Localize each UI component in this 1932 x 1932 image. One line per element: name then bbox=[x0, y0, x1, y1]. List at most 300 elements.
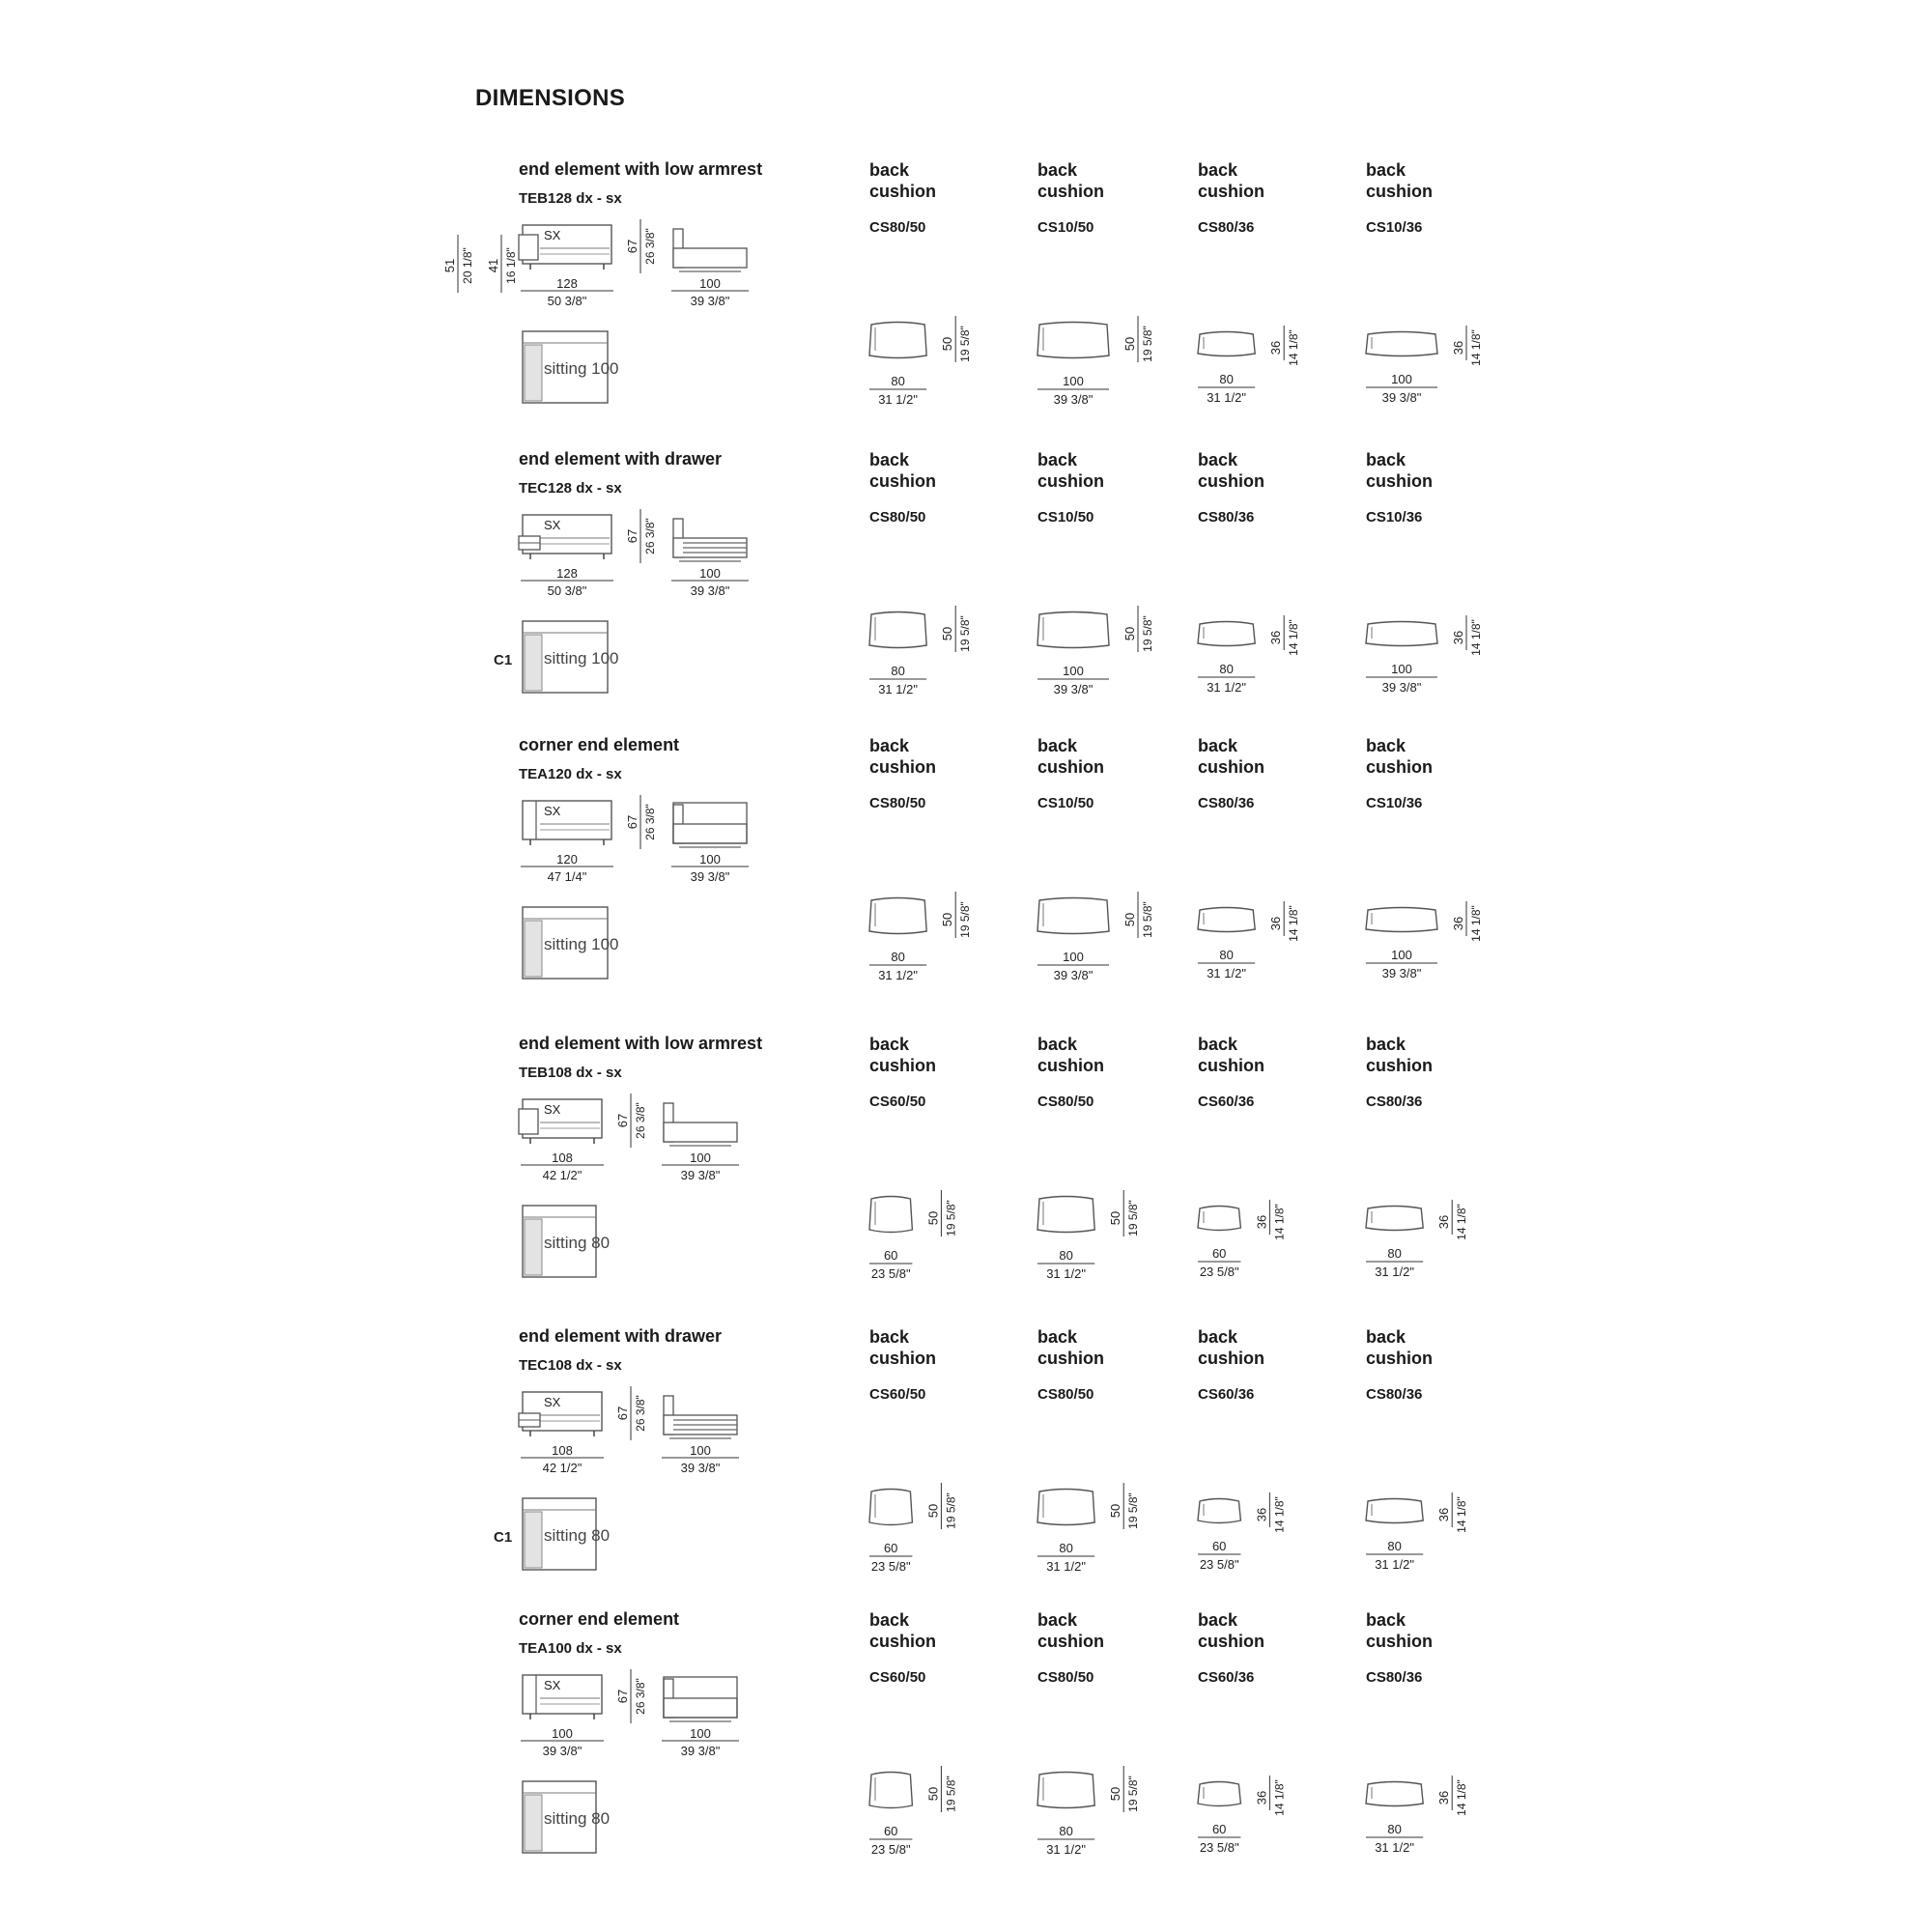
cushion-drawing bbox=[1366, 1492, 1468, 1572]
cushion-code: CS80/36 bbox=[1366, 1386, 1423, 1403]
cushion-label-line-2: cushion bbox=[869, 471, 937, 491]
cushion-code: CS10/36 bbox=[1366, 219, 1423, 236]
cushion-width-cm: 80 bbox=[1219, 372, 1234, 386]
plan-view bbox=[494, 1498, 610, 1570]
cushion-label-line-1: back bbox=[1037, 1327, 1078, 1347]
cushion-width-in: 31 1/2" bbox=[1375, 1264, 1414, 1279]
cushion-label-line-1: back bbox=[1366, 160, 1406, 180]
cushion-label-line-2: cushion bbox=[1198, 1349, 1265, 1368]
width-in: 42 1/2" bbox=[542, 1461, 582, 1475]
sitting-label: sitting 100 bbox=[544, 359, 619, 378]
cushion-width-cm: 60 bbox=[883, 1541, 898, 1555]
cushion-label-line-1: back bbox=[1198, 450, 1238, 469]
cushion-label-line-2: cushion bbox=[1366, 1056, 1434, 1075]
cushion-drawing bbox=[869, 316, 972, 407]
cushion-height-cm: 36 bbox=[1254, 1790, 1269, 1805]
height-cm: 67 bbox=[615, 1689, 630, 1704]
cushion-height-in: 14 1/8" bbox=[1469, 619, 1483, 656]
cushion-height-cm: 50 bbox=[1122, 626, 1137, 641]
depth-in: 39 3/8" bbox=[690, 294, 730, 308]
cushion-height-cm: 50 bbox=[940, 912, 955, 927]
cushion-height-cm: 50 bbox=[1122, 336, 1137, 352]
front-view bbox=[521, 1675, 604, 1758]
cushion-height-in: 14 1/8" bbox=[1469, 905, 1483, 942]
cushion-width-in: 39 3/8" bbox=[1381, 680, 1422, 695]
cushion-width-cm: 100 bbox=[1063, 664, 1084, 678]
width-cm: 100 bbox=[552, 1726, 573, 1741]
cushion-label bbox=[1198, 1609, 1264, 1652]
cushion-height-in: 14 1/8" bbox=[1469, 329, 1483, 366]
cushion-label bbox=[1037, 449, 1104, 492]
cushion-drawing bbox=[1198, 326, 1300, 405]
cushion-label bbox=[869, 159, 936, 202]
cushion-width-in: 31 1/2" bbox=[1046, 1266, 1086, 1281]
cushion-height-in: 19 5/8" bbox=[958, 615, 973, 652]
cushion-label-line-1: back bbox=[1198, 1327, 1238, 1347]
cushion-height-in: 19 5/8" bbox=[1126, 1776, 1141, 1812]
width-cm: 128 bbox=[556, 276, 578, 291]
cushion-width-in: 23 5/8" bbox=[1199, 1840, 1239, 1855]
cushion-width-in: 39 3/8" bbox=[1381, 390, 1422, 405]
element-section bbox=[0, 1326, 1932, 1616]
cushion-width-in: 31 1/2" bbox=[878, 392, 918, 407]
width-cm: 108 bbox=[552, 1151, 573, 1165]
cushion-height-cm: 50 bbox=[925, 1503, 941, 1519]
sitting-label: sitting 100 bbox=[544, 935, 619, 953]
width-cm: 120 bbox=[556, 852, 578, 867]
cushion-drawing bbox=[869, 1190, 957, 1281]
cushion-width-cm: 80 bbox=[1059, 1248, 1073, 1263]
element-name: corner end element bbox=[519, 1609, 680, 1629]
cushion-height-in: 19 5/8" bbox=[944, 1200, 958, 1236]
height-cm: 67 bbox=[615, 1113, 630, 1128]
cushion-label-line-1: back bbox=[1037, 160, 1078, 180]
height-in: 26 3/8" bbox=[634, 1102, 647, 1139]
cushion-label bbox=[869, 1609, 936, 1652]
cushion-width-cm: 80 bbox=[1219, 662, 1234, 676]
cushion-width-in: 23 5/8" bbox=[870, 1842, 911, 1857]
height-dim-67 bbox=[615, 1669, 647, 1723]
element-name: end element with drawer bbox=[519, 449, 723, 469]
cushion-label bbox=[1366, 159, 1433, 202]
depth-in: 39 3/8" bbox=[680, 1461, 721, 1475]
cushion-label bbox=[1198, 1326, 1264, 1369]
depth-in: 39 3/8" bbox=[690, 869, 730, 884]
cushion-code: CS10/50 bbox=[1037, 509, 1094, 526]
cushion-height-in: 19 5/8" bbox=[958, 326, 973, 362]
depth-cm: 100 bbox=[699, 566, 721, 581]
cushion-label-line-2: cushion bbox=[1198, 471, 1265, 491]
side-label: SX bbox=[544, 1395, 561, 1409]
cushion-drawing bbox=[1037, 1483, 1140, 1574]
cushion-label-line-2: cushion bbox=[1198, 182, 1265, 201]
plan-view bbox=[494, 621, 619, 693]
cushion-height-cm: 50 bbox=[1122, 912, 1137, 927]
plan-view bbox=[523, 907, 619, 979]
height-cm: 67 bbox=[625, 528, 639, 544]
cushion-label-line-2: cushion bbox=[1198, 1632, 1265, 1651]
cushion-width-cm: 80 bbox=[1387, 1822, 1402, 1836]
cushion-width-cm: 80 bbox=[1387, 1539, 1402, 1553]
front-view bbox=[519, 1099, 604, 1182]
cushion-code: CS60/50 bbox=[869, 1669, 926, 1686]
side-view bbox=[671, 519, 749, 598]
cushion-height-cm: 50 bbox=[1108, 1210, 1123, 1226]
cushion-width-in: 23 5/8" bbox=[870, 1559, 911, 1574]
height-cm: 41 bbox=[486, 258, 500, 273]
plan-view bbox=[523, 1206, 610, 1277]
cushion-code: CS10/50 bbox=[1037, 219, 1094, 236]
cushion-width-cm: 80 bbox=[891, 950, 905, 964]
width-cm: 108 bbox=[552, 1443, 573, 1458]
cushion-label-line-1: back bbox=[1366, 1035, 1406, 1054]
cushion-label-line-1: back bbox=[1366, 450, 1406, 469]
cushion-drawing bbox=[1198, 615, 1300, 695]
cushion-width-cm: 80 bbox=[1059, 1824, 1073, 1838]
cushion-drawing bbox=[1366, 901, 1483, 980]
cushion-label-line-2: cushion bbox=[1198, 757, 1265, 777]
element-section bbox=[0, 1609, 1932, 1899]
cushion-height-in: 19 5/8" bbox=[1126, 1200, 1141, 1236]
drawer-c1-label: C1 bbox=[494, 652, 513, 668]
cushion-drawing bbox=[1037, 606, 1154, 696]
cushion-label bbox=[1037, 159, 1104, 202]
cushion-drawing bbox=[1037, 892, 1154, 982]
cushion-drawing bbox=[869, 1766, 957, 1857]
cushion-label bbox=[869, 1034, 936, 1076]
side-label: SX bbox=[544, 1678, 561, 1692]
depth-in: 39 3/8" bbox=[680, 1168, 721, 1182]
cushion-width-cm: 80 bbox=[891, 374, 905, 388]
cushion-drawing bbox=[1366, 1776, 1468, 1855]
drawer-c1-label: C1 bbox=[494, 1529, 513, 1546]
cushion-label-line-1: back bbox=[869, 450, 910, 469]
height-in: 26 3/8" bbox=[643, 804, 657, 840]
width-in: 39 3/8" bbox=[542, 1744, 582, 1758]
cushion-label-line-2: cushion bbox=[869, 182, 937, 201]
element-drawings bbox=[0, 735, 1932, 1025]
front-view bbox=[521, 801, 613, 884]
height-in: 16 1/8" bbox=[504, 247, 518, 284]
cushion-label bbox=[1198, 735, 1264, 778]
cushion-code: CS80/50 bbox=[1037, 1386, 1094, 1403]
cushion-height-in: 14 1/8" bbox=[1455, 1204, 1469, 1240]
cushion-drawing bbox=[1037, 316, 1154, 407]
cushion-label-line-2: cushion bbox=[1037, 182, 1105, 201]
cushion-width-cm: 100 bbox=[1391, 948, 1412, 962]
plan-view bbox=[523, 1781, 610, 1853]
cushion-width-cm: 80 bbox=[1387, 1246, 1402, 1261]
cushion-label-line-1: back bbox=[1198, 736, 1238, 755]
cushion-label-line-1: back bbox=[869, 736, 910, 755]
cushion-label-line-1: back bbox=[869, 1035, 910, 1054]
height-dim-67 bbox=[615, 1094, 647, 1148]
height-dims bbox=[442, 235, 518, 293]
cushion-width-cm: 100 bbox=[1063, 374, 1084, 388]
height-cm: 67 bbox=[625, 814, 639, 830]
cushion-label bbox=[1198, 159, 1264, 202]
cushion-label bbox=[869, 1326, 936, 1369]
cushion-height-in: 14 1/8" bbox=[1272, 1779, 1287, 1816]
cushion-label-line-1: back bbox=[1037, 736, 1078, 755]
cushion-code: CS80/50 bbox=[1037, 1669, 1094, 1686]
element-section bbox=[0, 159, 1932, 449]
cushion-drawing bbox=[1198, 1200, 1286, 1279]
cushion-drawing bbox=[1366, 326, 1483, 405]
height-in: 26 3/8" bbox=[643, 228, 657, 265]
front-view bbox=[519, 515, 613, 598]
cushion-drawing bbox=[869, 892, 972, 982]
cushion-width-in: 31 1/2" bbox=[1046, 1842, 1086, 1857]
cushion-height-in: 19 5/8" bbox=[958, 901, 973, 938]
cushion-width-in: 23 5/8" bbox=[870, 1266, 911, 1281]
cushion-label bbox=[1037, 1326, 1104, 1369]
height-dim-67 bbox=[625, 509, 657, 563]
cushion-label-line-1: back bbox=[1037, 1610, 1078, 1630]
cushion-label-line-2: cushion bbox=[1366, 182, 1434, 201]
side-view bbox=[671, 803, 749, 884]
cushion-width-cm: 80 bbox=[891, 664, 905, 678]
cushion-label-line-2: cushion bbox=[1366, 757, 1434, 777]
cushion-label-line-2: cushion bbox=[1366, 471, 1434, 491]
cushion-drawing bbox=[1366, 615, 1483, 695]
cushion-label bbox=[1198, 1034, 1264, 1076]
cushion-label-line-2: cushion bbox=[1037, 757, 1105, 777]
element-drawings bbox=[0, 159, 1932, 449]
cushion-width-cm: 60 bbox=[883, 1248, 898, 1263]
cushion-width-in: 31 1/2" bbox=[1207, 966, 1246, 980]
cushion-height-cm: 36 bbox=[1436, 1507, 1452, 1522]
cushion-height-cm: 36 bbox=[1254, 1507, 1269, 1522]
cushion-width-cm: 100 bbox=[1391, 662, 1412, 676]
cushion-drawing bbox=[1366, 1200, 1468, 1279]
cushion-label bbox=[1198, 449, 1264, 492]
side-view bbox=[662, 1396, 739, 1475]
cushion-height-cm: 36 bbox=[1436, 1214, 1452, 1230]
cushion-height-cm: 36 bbox=[1436, 1790, 1452, 1805]
cushion-label bbox=[1366, 735, 1433, 778]
cushion-width-in: 39 3/8" bbox=[1053, 968, 1094, 982]
depth-cm: 100 bbox=[690, 1151, 711, 1165]
cushion-label-line-2: cushion bbox=[1037, 471, 1105, 491]
cushion-code: CS60/36 bbox=[1198, 1669, 1255, 1686]
cushion-code: CS10/36 bbox=[1366, 509, 1423, 526]
cushion-width-cm: 100 bbox=[1063, 950, 1084, 964]
height-in: 26 3/8" bbox=[643, 518, 657, 554]
height-cm: 51 bbox=[442, 258, 457, 273]
depth-cm: 100 bbox=[690, 1726, 711, 1741]
side-label: SX bbox=[544, 1102, 561, 1117]
cushion-width-in: 31 1/2" bbox=[1046, 1559, 1086, 1574]
cushion-code: CS80/36 bbox=[1198, 795, 1255, 811]
height-cm: 67 bbox=[615, 1406, 630, 1421]
sitting-label: sitting 80 bbox=[544, 1809, 611, 1828]
cushion-width-cm: 60 bbox=[1211, 1246, 1227, 1261]
element-code: TEB128 dx - sx bbox=[519, 190, 622, 207]
width-in: 50 3/8" bbox=[547, 294, 587, 308]
cushion-width-in: 31 1/2" bbox=[878, 682, 918, 696]
height-cm: 67 bbox=[625, 239, 639, 254]
element-section bbox=[0, 735, 1932, 1025]
cushion-label-line-1: back bbox=[1037, 1035, 1078, 1054]
cushion-height-in: 19 5/8" bbox=[1141, 326, 1154, 362]
element-section bbox=[0, 449, 1932, 739]
cushion-code: CS60/50 bbox=[869, 1386, 926, 1403]
element-section bbox=[0, 1034, 1932, 1323]
height-in: 26 3/8" bbox=[634, 1395, 647, 1432]
side-view bbox=[662, 1677, 739, 1758]
cushion-height-cm: 50 bbox=[940, 626, 955, 641]
front-view bbox=[519, 225, 613, 308]
element-drawings bbox=[0, 1609, 1932, 1899]
cushion-code: CS10/50 bbox=[1037, 795, 1094, 811]
cushion-width-in: 31 1/2" bbox=[1207, 680, 1246, 695]
cushion-label-line-1: back bbox=[869, 160, 910, 180]
cushion-label bbox=[1366, 1034, 1433, 1076]
cushion-width-in: 39 3/8" bbox=[1053, 392, 1094, 407]
width-in: 42 1/2" bbox=[542, 1168, 582, 1182]
cushion-height-cm: 50 bbox=[1108, 1503, 1123, 1519]
depth-in: 39 3/8" bbox=[680, 1744, 721, 1758]
cushion-drawing bbox=[1198, 901, 1300, 980]
cushion-label bbox=[1037, 735, 1104, 778]
cushion-label-line-2: cushion bbox=[1366, 1349, 1434, 1368]
cushion-code: CS80/36 bbox=[1366, 1669, 1423, 1686]
cushion-height-cm: 36 bbox=[1451, 916, 1465, 931]
cushion-width-in: 23 5/8" bbox=[1199, 1264, 1239, 1279]
cushion-code: CS80/36 bbox=[1366, 1094, 1423, 1110]
cushion-width-in: 23 5/8" bbox=[1199, 1557, 1239, 1572]
cushion-height-in: 19 5/8" bbox=[944, 1492, 958, 1529]
cushion-width-in: 39 3/8" bbox=[1053, 682, 1094, 696]
cushion-label-line-1: back bbox=[1198, 160, 1238, 180]
width-in: 47 1/4" bbox=[547, 869, 587, 884]
cushion-label-line-2: cushion bbox=[1198, 1056, 1265, 1075]
side-label: SX bbox=[544, 804, 561, 818]
cushion-height-cm: 36 bbox=[1268, 916, 1284, 931]
cushion-label-line-2: cushion bbox=[869, 1632, 937, 1651]
cushion-width-in: 39 3/8" bbox=[1381, 966, 1422, 980]
cushion-label-line-2: cushion bbox=[869, 1349, 937, 1368]
cushion-height-in: 14 1/8" bbox=[1287, 619, 1301, 656]
cushion-width-in: 31 1/2" bbox=[1375, 1840, 1414, 1855]
cushion-height-cm: 36 bbox=[1254, 1214, 1269, 1230]
cushion-label-line-1: back bbox=[869, 1327, 910, 1347]
cushion-label-line-1: back bbox=[1366, 1610, 1406, 1630]
element-code: TEC108 dx - sx bbox=[519, 1357, 622, 1374]
element-drawings bbox=[0, 449, 1932, 739]
cushion-height-in: 14 1/8" bbox=[1287, 905, 1301, 942]
cushion-code: CS60/36 bbox=[1198, 1094, 1255, 1110]
cushion-label bbox=[1366, 1609, 1433, 1652]
side-view bbox=[662, 1103, 739, 1182]
cushion-label-line-1: back bbox=[1366, 736, 1406, 755]
height-dim-67 bbox=[625, 795, 657, 849]
cushion-label-line-2: cushion bbox=[869, 757, 937, 777]
cushion-width-cm: 60 bbox=[883, 1824, 898, 1838]
cushion-width-cm: 100 bbox=[1391, 372, 1412, 386]
element-drawings bbox=[0, 1034, 1932, 1323]
cushion-drawing bbox=[1037, 1766, 1140, 1857]
side-view bbox=[671, 229, 749, 308]
cushion-width-cm: 80 bbox=[1219, 948, 1234, 962]
cushion-height-cm: 50 bbox=[925, 1786, 941, 1802]
cushion-height-in: 14 1/8" bbox=[1272, 1204, 1287, 1240]
cushion-code: CS80/50 bbox=[869, 219, 926, 236]
cushion-label bbox=[869, 735, 936, 778]
cushion-width-in: 31 1/2" bbox=[1375, 1557, 1414, 1572]
cushion-code: CS60/50 bbox=[869, 1094, 926, 1110]
cushion-height-cm: 36 bbox=[1268, 630, 1284, 645]
cushion-height-in: 14 1/8" bbox=[1455, 1496, 1469, 1533]
cushion-height-in: 14 1/8" bbox=[1455, 1779, 1469, 1816]
element-code: TEA120 dx - sx bbox=[519, 766, 622, 782]
cushion-width-in: 31 1/2" bbox=[878, 968, 918, 982]
cushion-label-line-1: back bbox=[1037, 450, 1078, 469]
element-name: end element with low armrest bbox=[519, 1034, 763, 1053]
cushion-height-in: 14 1/8" bbox=[1272, 1496, 1287, 1533]
cushion-label-line-1: back bbox=[869, 1610, 910, 1630]
page-title: DIMENSIONS bbox=[475, 85, 626, 111]
cushion-width-cm: 60 bbox=[1211, 1822, 1227, 1836]
cushion-drawing bbox=[1037, 1190, 1140, 1281]
cushion-label-line-1: back bbox=[1198, 1035, 1238, 1054]
height-dim-67 bbox=[615, 1386, 647, 1440]
cushion-width-cm: 60 bbox=[1211, 1539, 1227, 1553]
element-name: corner end element bbox=[519, 735, 680, 754]
cushion-label-line-1: back bbox=[1198, 1610, 1238, 1630]
sitting-label: sitting 100 bbox=[544, 649, 619, 668]
cushion-label-line-2: cushion bbox=[1037, 1349, 1105, 1368]
cushion-label bbox=[1037, 1609, 1104, 1652]
cushion-label-line-2: cushion bbox=[1366, 1632, 1434, 1651]
cushion-label bbox=[1366, 449, 1433, 492]
cushion-height-cm: 50 bbox=[925, 1210, 941, 1226]
cushion-label-line-2: cushion bbox=[1037, 1056, 1105, 1075]
cushion-height-in: 19 5/8" bbox=[944, 1776, 958, 1812]
width-cm: 128 bbox=[556, 566, 578, 581]
cushion-width-in: 31 1/2" bbox=[1207, 390, 1246, 405]
depth-cm: 100 bbox=[690, 1443, 711, 1458]
element-code: TEB108 dx - sx bbox=[519, 1065, 622, 1081]
cushion-label bbox=[869, 449, 936, 492]
cushion-height-cm: 50 bbox=[1108, 1786, 1123, 1802]
cushion-code: CS80/50 bbox=[869, 509, 926, 526]
depth-cm: 100 bbox=[699, 852, 721, 867]
cushion-width-cm: 80 bbox=[1059, 1541, 1073, 1555]
plan-view bbox=[523, 331, 619, 403]
cushion-height-cm: 36 bbox=[1451, 340, 1465, 355]
element-code: TEC128 dx - sx bbox=[519, 480, 622, 497]
cushion-height-cm: 50 bbox=[940, 336, 955, 352]
cushion-code: CS80/36 bbox=[1198, 219, 1255, 236]
height-in: 20 1/8" bbox=[461, 247, 474, 284]
depth-in: 39 3/8" bbox=[690, 583, 730, 598]
cushion-code: CS80/50 bbox=[1037, 1094, 1094, 1110]
cushion-drawing bbox=[869, 1483, 957, 1574]
height-in: 26 3/8" bbox=[634, 1678, 647, 1715]
cushion-height-in: 14 1/8" bbox=[1287, 329, 1301, 366]
sitting-label: sitting 80 bbox=[544, 1526, 611, 1545]
element-name: end element with drawer bbox=[519, 1326, 723, 1346]
element-name: end element with low armrest bbox=[519, 159, 763, 179]
element-code: TEA100 dx - sx bbox=[519, 1640, 622, 1657]
height-dim-67 bbox=[625, 219, 657, 273]
cushion-height-in: 19 5/8" bbox=[1126, 1492, 1141, 1529]
cushion-drawing bbox=[869, 606, 972, 696]
depth-cm: 100 bbox=[699, 276, 721, 291]
width-in: 50 3/8" bbox=[547, 583, 587, 598]
